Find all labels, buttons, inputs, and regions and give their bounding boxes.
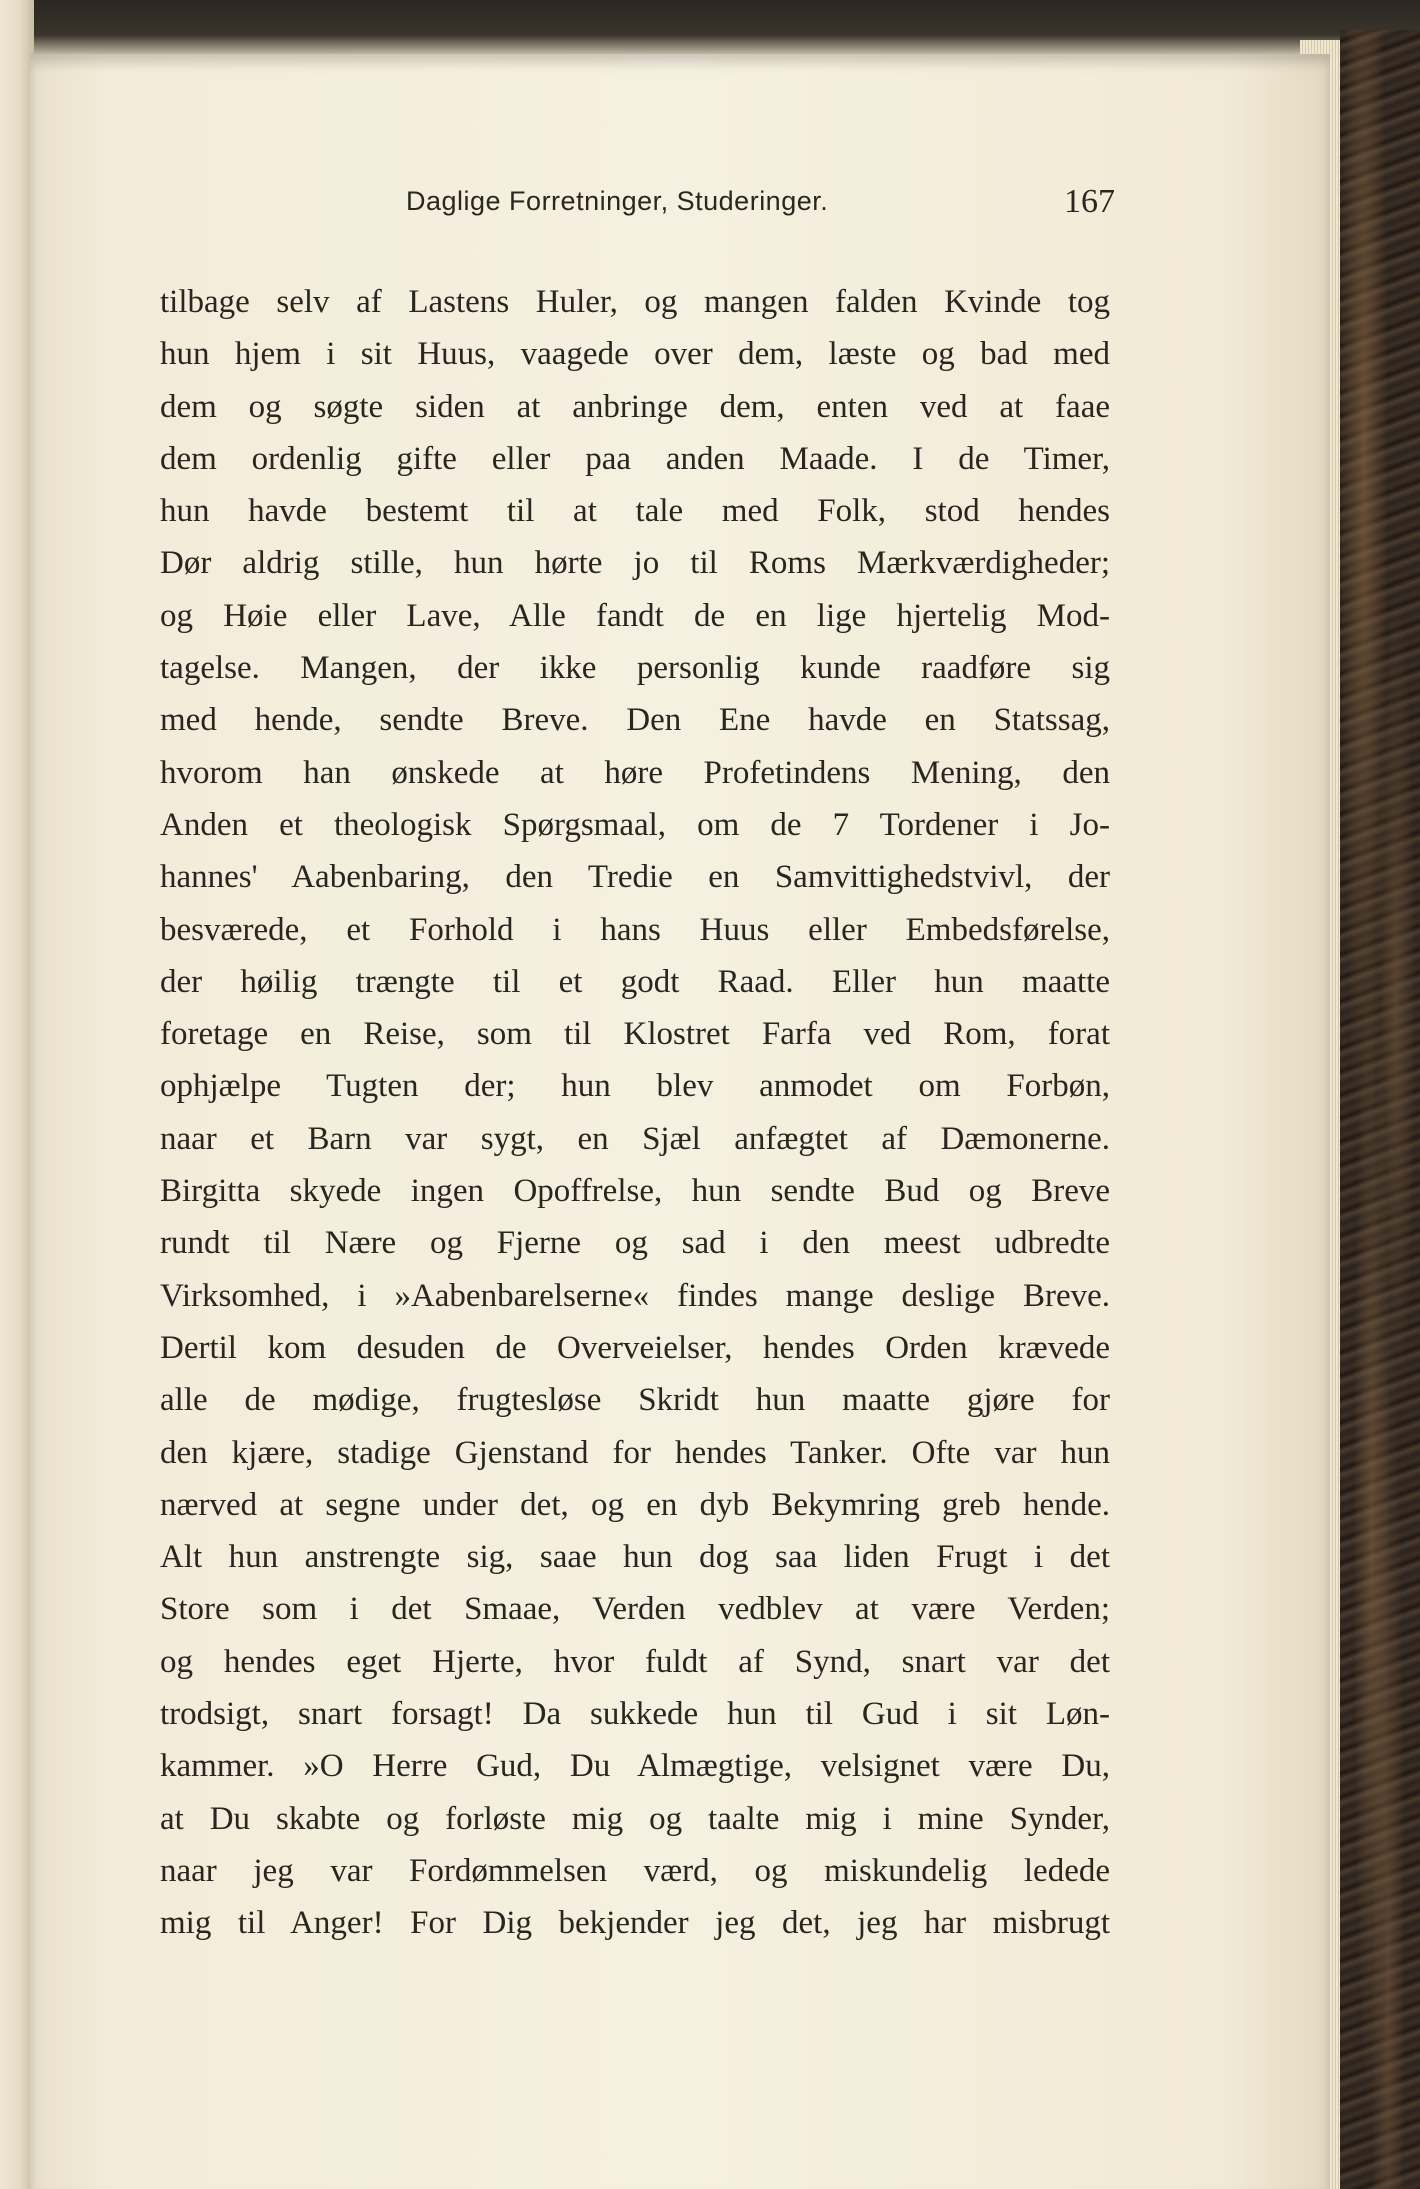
text-line: tilbage selv af Lastens Huler, og mangen falden Kvinde tog xyxy=(160,284,1110,320)
text-line: tagelse. Mangen, der ikke personlig kunde raadføre sig xyxy=(160,650,1110,687)
text-line: hannes' Aabenbaring, den Tredie en Samvittighedstvivl, der xyxy=(160,859,1110,896)
text-line: kammer. »O Herre Gud, Du Almægtige, velsignet være Du, xyxy=(160,1748,1110,1785)
text-line: foretage en Reise, som til Klostret Farfa ved Rom, forat xyxy=(160,1016,1110,1053)
text-line: alle de mødige, frugtesløse Skridt hun maatte gjøre for xyxy=(160,1382,1110,1419)
text-line: dem ordenlig gifte eller paa anden Maade. I de Timer, xyxy=(160,440,1110,477)
text-line: nærved at segne under det, og en dyb Bekymring greb hende. xyxy=(160,1486,1110,1523)
text-line: Dør aldrig stille, hun hørte jo til Roms Mærkværdigheder; xyxy=(160,545,1110,582)
marbled-cover-board xyxy=(1340,30,1420,2189)
text-line: mig til Anger! For Dig bekjender jeg det, jeg har misbrugt xyxy=(160,1905,1110,1942)
text-line: Anden et theologisk Spørgsmaal, om de 7 Tordener i Jo- xyxy=(160,806,1110,843)
text-line: trodsigt, snart forsagt! Da sukkede hun til Gud i sit Løn- xyxy=(160,1696,1110,1733)
text-line: Virksomhed, i »Aabenbarelserne« findes mange deslige Breve. xyxy=(160,1277,1110,1314)
text-line: ophjælpe Tugten der; hun blev anmodet om Forbøn, xyxy=(160,1068,1110,1105)
body-text xyxy=(160,276,1110,1950)
text-line: Dertil kom desuden de Overveielser, hendes Orden krævede xyxy=(160,1329,1110,1366)
running-head: Daglige Forretninger, Studeringer. xyxy=(406,186,829,216)
text-line: og hendes eget Hjerte, hvor fuldt af Synd, snart var det xyxy=(160,1643,1110,1680)
text-line: hun hjem i sit Huus, vaagede over dem, læste og bad med xyxy=(160,336,1110,373)
text-line: hun havde bestemt til at tale med Folk, stod hendes xyxy=(160,493,1110,530)
text-line: besværede, et Forhold i hans Huus eller Embedsførelse, xyxy=(160,911,1110,948)
text-line: Alt hun anstrengte sig, saae hun dog saa liden Frugt i det xyxy=(160,1539,1110,1576)
text-line: rundt til Nære og Fjerne og sad i den meest udbredte xyxy=(160,1225,1110,1262)
text-line: at Du skabte og forløste mig og taalte mig i mine Synder, xyxy=(160,1800,1110,1837)
text-line: med hende, sendte Breve. Den Ene havde en Statssag, xyxy=(160,702,1110,739)
left-gutter xyxy=(0,0,34,2189)
binding-shadow xyxy=(0,0,1420,58)
text-line: Birgitta skyede ingen Opoffrelse, hun sendte Bud og Breve xyxy=(160,1173,1110,1210)
text-line: dem og søgte siden at anbringe dem, enten ved at faae xyxy=(160,388,1110,425)
text-line: der høilig trængte til et godt Raad. Eller hun maatte xyxy=(160,963,1110,1000)
text-line: og Høie eller Lave, Alle fandt de en lige hjertelig Mod- xyxy=(160,597,1110,634)
text-line: den kjære, stadige Gjenstand for hendes Tanker. Ofte var hun xyxy=(160,1434,1110,1471)
page-number: 167 xyxy=(1064,183,1115,220)
text-line: naar et Barn var sygt, en Sjæl anfægtet af Dæmonerne. xyxy=(160,1120,1110,1157)
text-line: naar jeg var Fordømmelsen værd, og miskundelig ledede xyxy=(160,1852,1110,1889)
text-line: hvorom han ønskede at høre Profetindens Mening, den xyxy=(160,754,1110,791)
text-line: Store som i det Smaae, Verden vedblev at være Verden; xyxy=(160,1591,1110,1628)
